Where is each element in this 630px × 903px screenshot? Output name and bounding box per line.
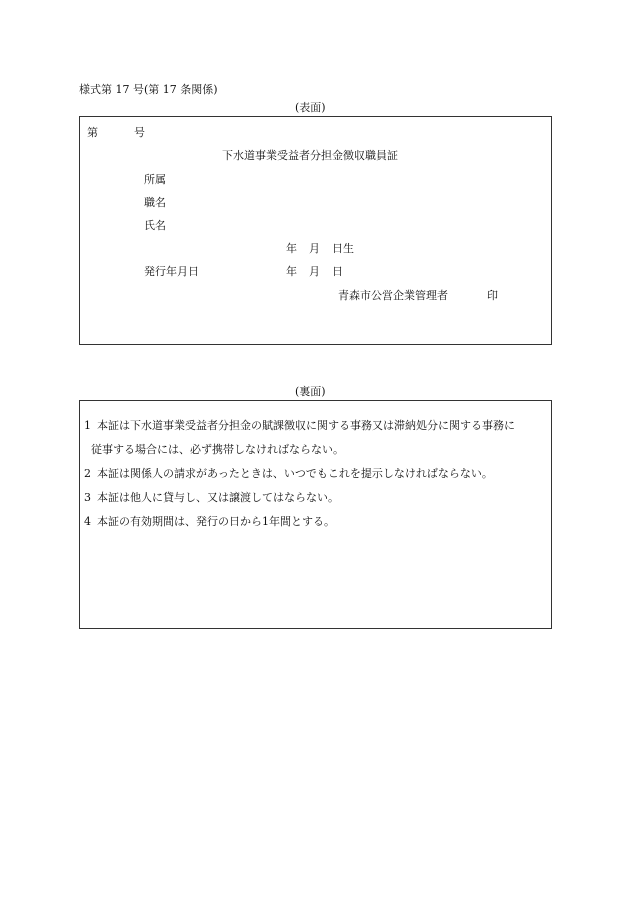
note-2 xyxy=(84,468,493,479)
field-affiliation: 所属 xyxy=(144,173,166,186)
note-text: 本証は関係人の請求があったときは、いつでもこれを提示しなければならない。 xyxy=(97,467,493,480)
note-text: 本証は他人に貸与し、又は譲渡してはならない。 xyxy=(97,491,339,504)
issue-date-label: 発行年月日 xyxy=(144,265,199,278)
issue-year: 年 xyxy=(286,265,297,278)
front-label: (表面) xyxy=(295,101,326,114)
issue-day: 日 xyxy=(332,265,343,278)
birth-month: 月 xyxy=(309,242,320,255)
note-number: 3 xyxy=(84,491,91,504)
card-title: 下水道事業受益者分担金徴収職員証 xyxy=(222,149,398,162)
note-text: 本証は下水道事業受益者分担金の賦課徴収に関する事務又は滞納処分に関する事務に xyxy=(97,419,515,432)
note-4 xyxy=(84,516,335,527)
note-number: 2 xyxy=(84,467,91,480)
field-name: 氏名 xyxy=(144,219,166,232)
issuer-name: 青森市公営企業管理者 xyxy=(338,289,448,302)
note-number: 4 xyxy=(84,515,91,528)
note-text: 本証の有効期間は、発行の日から1年間とする。 xyxy=(97,515,335,528)
birth-year: 年 xyxy=(286,242,297,255)
note-number: 1 xyxy=(84,419,91,432)
seal-mark: 印 xyxy=(487,289,498,302)
note-1-continued xyxy=(91,444,344,455)
note-3 xyxy=(84,492,339,503)
note-1 xyxy=(84,420,515,431)
issue-month: 月 xyxy=(309,265,320,278)
back-label: (裏面) xyxy=(295,385,326,398)
number-prefix: 第 xyxy=(87,126,98,139)
birth-day: 日生 xyxy=(332,242,354,255)
form-header: 様式第 17 号(第 17 条関係) xyxy=(79,83,218,96)
field-position: 職名 xyxy=(144,196,166,209)
note-text: 従事する場合には、必ず携帯しなければならない。 xyxy=(91,443,344,456)
number-suffix: 号 xyxy=(134,126,145,139)
